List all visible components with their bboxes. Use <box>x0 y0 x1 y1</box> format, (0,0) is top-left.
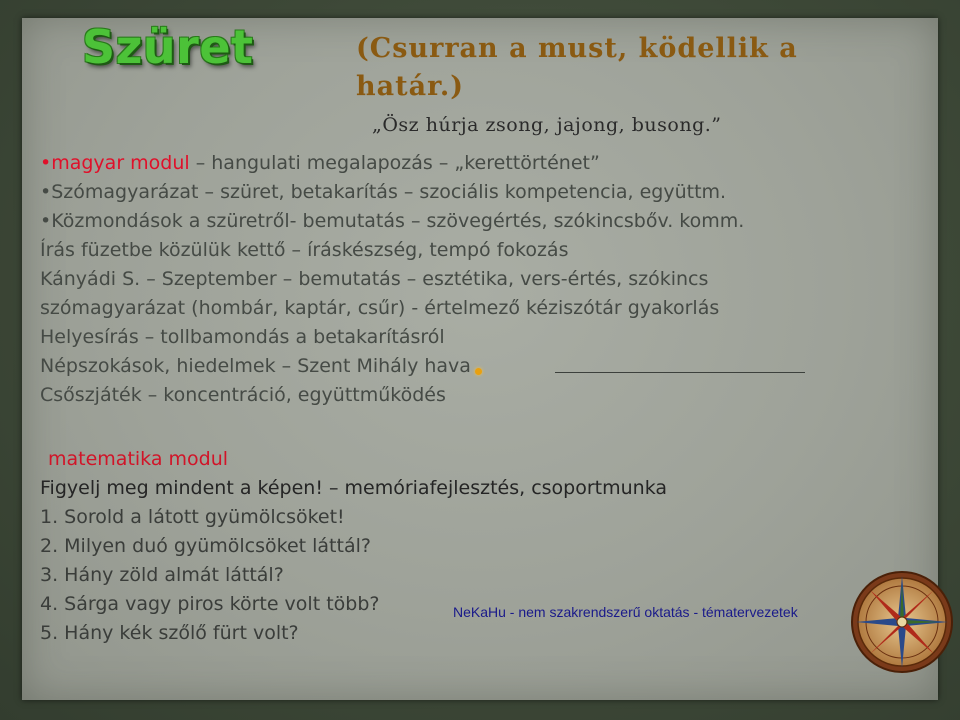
lesson-line <box>40 297 719 319</box>
math-question: 5. Hány kék szőlő fürt volt? <box>40 622 299 644</box>
math-question: 4. Sárga vagy piros körte volt több? <box>40 593 380 615</box>
math-question: 3. Hány zöld almát láttál? <box>40 564 284 586</box>
math-question: 2. Milyen duó gyümölcsöket láttál? <box>40 535 371 557</box>
compass-rose-icon <box>850 570 954 674</box>
lesson-line <box>40 239 568 261</box>
bullet: • <box>40 181 52 203</box>
line-text: szómagyarázat (hombár, kaptár, csűr) - értelmező kéziszótár gyakorlás <box>40 297 720 319</box>
line-text: Helyesírás – tollbamondás a betakarításról <box>40 326 445 348</box>
lesson-line <box>40 326 445 348</box>
line-text: – hangulati megalapozás – „kerettörténet” <box>189 152 600 174</box>
line-text: Kányádi S. – Szeptember – bemutatás – esztétika, vers-értés, szókincs <box>40 268 709 290</box>
math-line: Figyelj meg mindent a képen! – memóriafejlesztés, csoportmunka <box>40 477 668 499</box>
line-text: Csőszjáték – koncentráció, együttműködés <box>40 384 446 406</box>
lesson-line <box>40 210 744 232</box>
line-text: Népszokások, hiedelmek – Szent Mihály hava <box>40 355 471 377</box>
module-label: magyar modul <box>51 152 190 174</box>
line-text: Szómagyarázat – szüret, betakarítás – szociális kompetencia, együttm. <box>51 181 727 203</box>
lesson-line <box>40 384 446 406</box>
divider-line <box>555 372 805 373</box>
lesson-line <box>40 355 471 377</box>
lesson-line <box>40 268 708 290</box>
bullet: • <box>40 152 52 174</box>
footer-text: NeKaHu - nem szakrendszerű oktatás - tématervezetek <box>453 604 798 620</box>
poem-quote: „Ösz húrja zsong, jajong, busong.” <box>372 114 722 136</box>
lesson-line <box>40 152 600 174</box>
slide-title: Szüret <box>82 20 254 74</box>
line-text: Írás füzetbe közülük kettő – íráskészség, tempó fokozás <box>40 239 569 261</box>
math-question: 1. Sorold a látott gyümölcsöket! <box>40 506 345 528</box>
math-module-title: matematika modul <box>48 448 229 470</box>
line-text: Közmondások a szüretről- bemutatás – szövegértés, szókincsbőv. komm. <box>51 210 745 232</box>
slide-subtitle: (Csurran a must, ködellik a határ.) <box>356 33 798 102</box>
lesson-line <box>40 181 726 203</box>
cursor-dot-icon <box>475 368 482 375</box>
bullet: • <box>40 210 52 232</box>
